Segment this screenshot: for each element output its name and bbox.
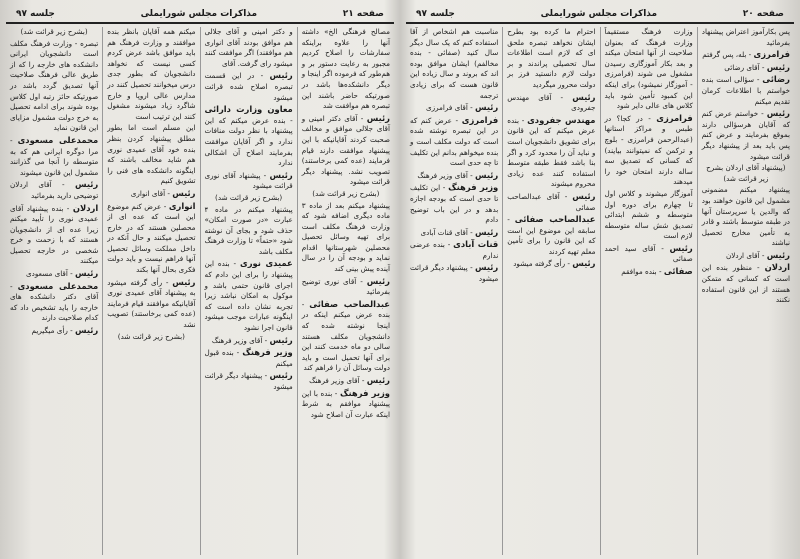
paragraph-text: - در این قسمت تبصره اصلاح شده قرائت میشود (204, 71, 293, 102)
publication-title: مذاکرات مجلس شورایملی (540, 9, 658, 19)
paragraph (507, 214, 595, 257)
paragraph-text: - آقای انواری (130, 188, 170, 198)
paragraph (10, 268, 98, 280)
paragraph (605, 243, 693, 265)
paragraph-text: - بنده عرض میکنم اینکه در اینجا نوشته شده که دانشجویان مکلف هستند سالی دو ماه خدمت کنند این برای آنها تحمیل است و باید دولت وسائل آن را فراهم کند (301, 299, 390, 373)
speaker-name: رئیس (572, 91, 596, 102)
paragraph-text: - پیشنهاد آقای نوری قرائت میشود (204, 170, 293, 191)
paragraph (702, 163, 790, 184)
paragraph (410, 239, 498, 261)
paragraph (302, 388, 390, 421)
paragraph (10, 27, 98, 38)
paragraph (410, 227, 498, 239)
paragraph (702, 74, 790, 107)
paragraph-text: - آقای فرامرزی (425, 103, 473, 113)
text-column (102, 27, 199, 555)
text-column (200, 27, 297, 555)
paragraph (702, 62, 790, 74)
speaker-name: مهندس جفرودی (527, 114, 596, 125)
speaker-name: اردلان (72, 202, 99, 213)
paragraph (107, 332, 195, 343)
speaker-name: رئیس (766, 61, 790, 72)
paragraph (302, 276, 390, 298)
page-header (6, 6, 394, 24)
paragraph (302, 375, 390, 387)
paragraph-text: - آقای وزیر فرهنگ (417, 170, 473, 180)
paragraph-text: - بنده این پیشنهاد را برای این دادم که اجرای قانون حتمی باشد و موکول به امکان نباشد زیرا تجربه نشان داده است که اینگونه عبارات موجب میشود قانون اجرا نشود (204, 259, 293, 333)
paragraph-text: - آقای مهندس جفرودی (507, 92, 596, 113)
columns (406, 27, 794, 555)
paragraph (605, 266, 693, 278)
paragraph-text: - آقای اردلان توضیحی دارید بفرمائید (10, 180, 99, 200)
speaker-name: رئیس (475, 102, 499, 113)
paragraph-text: احترام ما کرده بود بطرح ایشان نخواهد تبصره ملحق ای که لازم است اطلاعات سال تحصیلی پراندند و بر دولت لازم دانستید فرز بر دولت محرور میگردید (507, 27, 596, 89)
paragraph-text: - عرض کنم موضوع این است که عده ای از محصلین هستند که در خارج تحصیل میکنند و حال آنکه در داخل مملکت وسائل تحصیل آنها فراهم نیست و باید دولت فکری بحال آنها بکند (107, 201, 196, 275)
paragraph (605, 113, 693, 188)
paragraph (410, 115, 498, 169)
paragraph (605, 189, 693, 242)
speaker-name: محمدعلی مسعودی (17, 134, 99, 145)
paragraph-text: پیشنهاد میکنم بعد از ماده ۳ ماده دیگری اضافه شود که وزارت فرهنگ مکلف است برای تهیه وسائل تحصیل محصلین شهرستانها اقدام نماید و بودجه آن را در سال آینده پیش بینی کند (301, 200, 390, 274)
speaker-name: رئیس (269, 334, 293, 345)
paragraph (205, 258, 293, 333)
paragraph (107, 188, 195, 200)
speaker-name: رئیس (475, 226, 499, 237)
paragraph-text: - آقای دکتر دانشکده های خارجه را باید تشخیص داد که کدام صلاحیت دارند (10, 281, 99, 323)
paragraph-text: و دکتر امینی و آقای جلالی هم موافق بودند آقای انواری هم موافقند) اگر موافقت کنند میشود رای گرفت. آقای (204, 27, 293, 68)
speaker-name: رئیس (766, 249, 790, 260)
paragraph (410, 170, 498, 182)
text-column (6, 27, 102, 555)
speaker-name: عمیدی نوری (240, 258, 293, 269)
paragraph (507, 27, 595, 91)
paragraph-text: - بنده عرضی ندارم (410, 240, 499, 260)
paragraph-text: آموزگار میشوند و کلاس اول تا چهارم برای دوره اول متوسطه و ششم ابتدائی تصدیق شش ساله متوسطه لازم است (604, 188, 693, 241)
paragraph-text: - منظور بنده این است که کسانی که متمکن هستند از این قانون استفاده نکنند (701, 263, 790, 305)
session-number: جلسه ۹۷ (16, 9, 55, 19)
text-column (600, 27, 697, 555)
paragraph (702, 108, 790, 162)
speaker-name: رئیس (572, 190, 596, 201)
session-number: جلسه ۹۷ (416, 9, 455, 19)
paragraph-text: - آقای وزیر فرهنگ (211, 335, 268, 345)
speaker-name: فرامرزی (753, 49, 790, 60)
columns (6, 27, 394, 555)
speaker-name: فرامرزی (461, 114, 499, 125)
speaker-name: رئیس (172, 187, 196, 198)
paragraph-text: - بنده عرض میکنم که این قانون برای تشویق دانشجویان است و نباید آن را محدود کرد و اگر بنا باشد فقط طبقه متوسط استفاده کنند عده زیادی محروم میشوند (507, 115, 596, 189)
paragraph (507, 191, 595, 213)
paragraph (107, 201, 195, 276)
speaker-name: رئیس (75, 179, 99, 190)
paragraph-text: - آقای مسعودی (26, 269, 73, 279)
text-column (502, 27, 599, 555)
paragraph (205, 347, 293, 369)
paragraph-text: مصالح فرهنگی الخ» داشته آنها را علاوه براینکه سفارشات را اصلاح کردیم مجبور به رعایت دستور بر و هم‌طور که فرموده اگر اینجا و دیگر دانشکده‌ها باشد در صورتیکه حاضر باشند این تبصره هم موافقت شد (301, 27, 390, 111)
paragraph (10, 179, 98, 201)
speaker-name: رئیس (366, 375, 390, 385)
paragraph (702, 250, 790, 262)
right-page (400, 0, 800, 559)
speaker-name: رئیس (366, 112, 390, 123)
paragraph (10, 203, 98, 268)
paragraph-text: - مرا دوگره ایرانی هم که به متوسطه را آنجا می گذرانند مشمول این قانون میشوند (10, 135, 99, 177)
speaker-name: رئیس (269, 70, 293, 81)
paragraph-text: وزارت فرهنگ مستقیماً وزارت فرهنگ که بعنوان صلاحیت از آنها امتحان میکند و بعد بکار آموزگاری رسیدن مشغول می شوند (فرامرزی - آموزگار نمیشود) برای اینکه این کمبود تأمین شود باید کلاس های عالی دایر شود (604, 27, 693, 111)
speaker-name: رئیس (269, 370, 293, 381)
paragraph-text: - بنده با این پیشنهاد موافقم به شرط اینکه عبارت آن اصلاح شود (301, 388, 390, 419)
paragraph (10, 281, 98, 324)
paragraph-text: - آقای نوری توضیح بفرمائید (301, 276, 390, 297)
paragraph (302, 189, 390, 200)
speaker-name: رئیس (366, 275, 390, 286)
paragraph (507, 115, 595, 190)
paragraph (702, 27, 790, 48)
paragraph (410, 102, 498, 114)
paragraph-text: - بنده موافقم (621, 267, 662, 277)
paragraph (205, 370, 293, 392)
paragraph (107, 123, 195, 187)
paragraph-text: - آقای رضائی (724, 62, 765, 72)
paragraph (205, 170, 293, 192)
paragraph-text: - بنده قبول میکنم (204, 348, 293, 368)
paragraph-text: (بشرح زیر قرائت شد) (20, 27, 88, 36)
paragraph (702, 185, 790, 249)
publication-title: مذاکرات مجلس شورایملی (140, 9, 258, 19)
paragraph-text: - آقای وزیر فرهنگ (309, 376, 365, 385)
paragraph (107, 277, 195, 331)
paragraph-text: - آقای عبدالصاحب صفائی (507, 191, 596, 212)
paragraph-text: - رأی گرفته میشود (513, 259, 570, 269)
paragraph-text: مناسبت هم اشخاص از آقا استفاده کنم که یک سال دیگر سال کنید (صفائی - بنده مخالفم) ایشان موافق بوده اند که بروند و سال زیاده این قانون هست که برای زیادی ترجمه (410, 27, 499, 100)
paragraph-text: - خواستم عرض کنم که آقایان هرسؤالی دارند بموقع بفرمایند و عرض کنم پس باید بعد از پیشنهاد دیگر قرائت میشود (701, 109, 790, 161)
speaker-name: وزیر فرهنگ (448, 182, 499, 193)
paragraph-text: - آقای سید احمد صفائی (604, 243, 693, 264)
speaker-name: انواری (168, 200, 196, 211)
page-header (406, 6, 794, 24)
speaker-name: اردلان (764, 262, 790, 273)
text-column (697, 27, 794, 555)
speaker-name: وزیر فرهنگ (339, 387, 390, 398)
paragraph (410, 182, 498, 225)
paragraph-text: - آقای دکتر امینی و آقای جلالی موافق و مخالف صحبت کردند آقایانیکه با این پیشنهاد موافقت دارند قیام فرمایند (عده کمی برخاستند) تصویب نشد. پیشنهاد دیگر قرائت میشود (301, 113, 390, 187)
paragraph-text: پیشنهاد میکنم مضمونی مشمول این قانون خواهند بود که والدین یا سرپرستان آنها در طبقه متوسط باشند و قادر به تأمین مخارج تحصیل نباشند (701, 185, 790, 248)
speaker-name: رئیس (269, 169, 293, 180)
speaker-name: رئیس (572, 258, 596, 269)
speaker-name: محمدعلی مسعودی (17, 280, 99, 291)
paragraph-text: - آقای اردلان (726, 250, 765, 260)
paragraph (205, 335, 293, 347)
paragraph-text: - این تکلیف تا حدی است که بودجه اجازه بدهد و در این باب توضیح دادم (410, 183, 499, 225)
speaker-name: عبدالصاحب صفائی (514, 214, 596, 225)
speaker-name: رئیس (766, 108, 790, 119)
speaker-name: فرامرزی (656, 112, 693, 123)
paragraph-text: - رأی گرفته میشود به پیشنهاد آقای عمیدی نوری آقایانیکه موافقند قیام فرمایند (عده کمی برخاستند) تصویب نشد (107, 277, 196, 330)
paragraph (605, 27, 693, 112)
paragraph (302, 27, 390, 112)
text-column (406, 27, 502, 555)
speaker-name: رئیس (172, 276, 196, 287)
paragraph (302, 113, 390, 188)
paragraph-text: (پیشنهاد آقای اردلان بشرح زیر قرائت شد) (706, 163, 786, 183)
paragraph (302, 299, 390, 374)
paragraph-text: - آقای قنات آبادی (420, 227, 473, 237)
speaker-name: وزیر فرهنگ (242, 347, 293, 358)
paragraph-text: - بنده پیشنهاد آقای عمیدی نوری را تأیید میکنم زیرا عده ای از دانشجویان هستند که با زحمت و خرج شخصی در خارجه تحصیل میکنند (10, 203, 99, 266)
speaker-name: معاون وزارت دارائی (204, 104, 293, 115)
text-column (297, 27, 394, 555)
paragraph (205, 104, 293, 169)
paragraph-text: (بشرح زیر قرائت شد) (312, 188, 380, 198)
speaker-name: قنات آبادی (453, 239, 499, 250)
paragraph-text: (بشرح زیر قرائت شد) (117, 331, 185, 341)
speaker-name: رضائی (762, 74, 790, 85)
paragraph-text: (بشرح زیر قرائت شد) (215, 192, 283, 202)
speaker-name: رئیس (75, 325, 99, 336)
paragraph-text: پس بکارآموز اعتراض پیشنهاد بفرمائید (701, 27, 790, 47)
paragraph-text: - پیشنهاد دیگر قرائت میشود (410, 263, 499, 284)
paragraph (507, 258, 595, 270)
speaker-name: رئیس (475, 262, 499, 273)
paragraph-text: - پیشنهاد دیگر قرائت میشود (204, 371, 293, 391)
paragraph-text: - بله، پس گرفتم (702, 50, 752, 60)
paragraph-text: تبصره - وزارت فرهنگ مکلف است دانشجویان ایرانی دانشکده های خارجه را که از طریق عالی فرهنگ صلاحیت آنها تصدیق گردد باشد در صورتیکه حائز رتبه اول کلاس بوده شوند برای ادامه تحصیل به خرج دولت مشمول مزایای این قانون نماید (10, 38, 99, 133)
paragraph-text: پیشنهاد میکنم در ماده ۴ عبارت «در صورت امکان» حذف شود و بجای آن نوشته شود «حتماً» تا وزارت فرهنگ مکلف باشد (204, 204, 293, 256)
paragraph (702, 262, 790, 305)
page-number: صفحه ۲۱ (342, 9, 384, 19)
paragraph (302, 201, 390, 275)
paragraph (10, 39, 98, 134)
paragraph (107, 27, 195, 122)
paragraph (10, 135, 98, 178)
paragraph (410, 27, 498, 101)
paragraph (205, 70, 293, 103)
paragraph (205, 205, 293, 258)
paragraph (205, 193, 293, 204)
page-number: صفحه ۲۰ (742, 9, 784, 19)
speaker-name: رئیس (669, 242, 693, 253)
paragraph-text: - سابقه این موضوع این است که این قانون را برای تأمین معلم تهیه کردند (507, 215, 596, 256)
paragraph-text: این مسلم است اما بطور مطلق پیشنهاد کردن بنظر بنده خود آقای عمیدی نوری هم شاید مخالف باشند که اینگونه دانشکده های فنی را تشویق کنیم (107, 123, 196, 186)
speaker-name: صفائی (663, 266, 693, 277)
paragraph-text: میکنم همه آقایان بانظر بنده موافقند و وزارت فرهنگ هم باید موافق باشد عرض کردم کسی نیست که نخواهد دانشجویان که بطور جدی درس میخوانند تحصیل کنند در مدارس عالی اروپا و خارج شاگرد زیاد میشوند مشغول کنند این ترتیب است (107, 27, 196, 121)
speaker-name: عبدالصاحب صفائی (309, 298, 390, 309)
paragraph (702, 49, 790, 61)
paragraph (205, 27, 293, 69)
speaker-name: رئیس (475, 169, 499, 180)
speaker-name: رئیس (75, 268, 99, 279)
paragraph-text: - سؤالی است بنده خواستم با اطلاعات کرمان تقدیم میکنم (701, 75, 790, 106)
paragraph-text: - در کجا؟ در طبس و مراکز استانها (عبدالرحمن فرامرزی - بلوچ و ترکمن که نمیتوانند بیایند) که کسانی که تصدیق سه ساله دارند امتحان خود را میدهند (604, 113, 693, 187)
paragraph (410, 262, 498, 284)
paragraph-text: - رأی میگیریم (31, 326, 73, 336)
paragraph (10, 325, 98, 337)
paragraph-text: - بنده عرض میکنم که این پیشنهاد با نظر دولت منافات ندارد و اگر آقایان موافقت بفرمایند اصلاح آن اشکالی ندارد (204, 115, 293, 168)
paragraph (507, 92, 595, 114)
paragraph-text: - عرض کنم که در این تبصره نوشته شده است که دولت مکلف است و بنده میخواهم بدانم این تکلیف تا چه حدی است (410, 115, 499, 168)
